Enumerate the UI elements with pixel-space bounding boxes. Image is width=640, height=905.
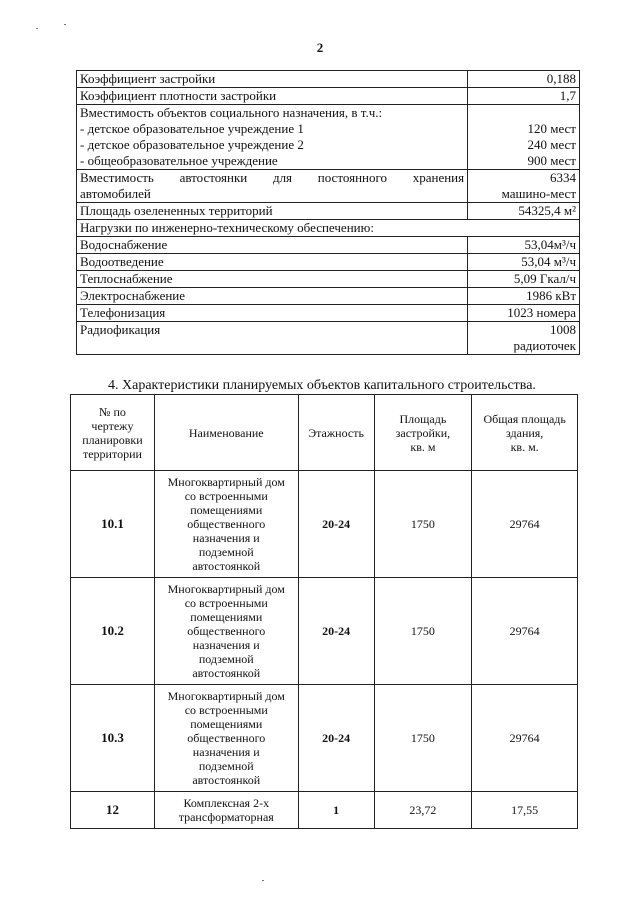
social-capacity-cell <box>77 105 468 170</box>
object-storeys: 20-24 <box>298 578 374 685</box>
header-total-area: Общая площадь здания, кв. м. <box>472 395 578 471</box>
table-row <box>77 254 580 271</box>
object-number: 10.3 <box>71 685 155 792</box>
parking-label-line: автомобилей <box>80 186 151 201</box>
object-footprint: 1750 <box>374 578 472 685</box>
utility-value: 53,04м³/ч <box>468 237 580 254</box>
table-row <box>77 237 580 254</box>
radio-unit: радиоточек <box>513 338 576 353</box>
table-row <box>77 322 580 355</box>
page-number: 2 <box>316 40 324 55</box>
radio-label: Радиофикация <box>77 322 468 355</box>
utility-label: Телефонизация <box>77 305 468 322</box>
utilities-header: Нагрузки по инженерно-техническому обеспечению: <box>77 220 580 237</box>
table-row <box>71 471 578 578</box>
scan-speck <box>262 880 264 881</box>
table-row <box>71 792 578 829</box>
object-storeys: 20-24 <box>298 471 374 578</box>
radio-value-cell <box>468 322 580 355</box>
object-name: Многоквартирный дом со встроенными помещениями общественного назначения и подземной автостоянкой <box>154 471 298 578</box>
object-number: 10.1 <box>71 471 155 578</box>
utility-label: Теплоснабжение <box>77 271 468 288</box>
scan-speck <box>36 28 38 29</box>
header-name: Наименование <box>154 395 298 471</box>
social-item-value: 900 мест <box>527 153 576 168</box>
density-ratio-label: Коэффициент плотности застройки <box>77 88 468 105</box>
object-footprint: 1750 <box>374 685 472 792</box>
social-item-label: - общеобразовательное учреждение <box>80 153 278 168</box>
parking-unit: машино-мест <box>501 186 576 201</box>
coverage-ratio-label: Коэффициент застройки <box>77 71 468 88</box>
utility-value: 1023 номера <box>468 305 580 322</box>
object-number: 12 <box>71 792 155 829</box>
social-capacity-values <box>468 105 580 170</box>
table-row <box>77 71 580 88</box>
utility-label: Водоотведение <box>77 254 468 271</box>
utility-value: 1986 кВт <box>468 288 580 305</box>
parking-label-line: Вместимость автостоянки для постоянного хранения <box>80 170 465 185</box>
table-row <box>77 203 580 220</box>
social-item-label: - детское образовательное учреждение 2 <box>80 137 304 152</box>
social-capacity-label: Вместимость объектов социального назначения, в т.ч.: <box>80 105 383 120</box>
parking-label-cell <box>77 170 468 203</box>
object-footprint: 23,72 <box>374 792 472 829</box>
object-number: 10.2 <box>71 578 155 685</box>
table-row <box>77 288 580 305</box>
density-ratio-value: 1,7 <box>468 88 580 105</box>
section-heading: 4. Характеристики планируемых объектов капитального строительства. <box>108 378 536 393</box>
utility-label: Электроснабжение <box>77 288 468 305</box>
parking-value-cell <box>468 170 580 203</box>
table-row <box>77 88 580 105</box>
green-area-label: Площадь озелененных территорий <box>77 203 468 220</box>
object-name: Многоквартирный дом со встроенными помещениями общественного назначения и подземной автостоянкой <box>154 578 298 685</box>
table-row <box>77 271 580 288</box>
object-name: Многоквартирный дом со встроенными помещениями общественного назначения и подземной автостоянкой <box>154 685 298 792</box>
objects-table <box>70 394 578 829</box>
object-total-area: 29764 <box>472 471 578 578</box>
object-footprint: 1750 <box>374 471 472 578</box>
header-number: № по чертежу планировки территории <box>71 395 155 471</box>
header-footprint: Площадь застройки, кв. м <box>374 395 472 471</box>
object-total-area: 29764 <box>472 578 578 685</box>
scan-speck <box>64 24 66 25</box>
header-storeys: Этажность <box>298 395 374 471</box>
table-row <box>77 305 580 322</box>
object-total-area: 29764 <box>472 685 578 792</box>
parking-value: 6334 <box>550 170 576 185</box>
header-row <box>71 395 578 471</box>
table-row <box>77 170 580 203</box>
social-item-value: 240 мест <box>527 137 576 152</box>
table-row <box>77 105 580 170</box>
coverage-ratio-value: 0,188 <box>468 71 580 88</box>
table-row <box>77 220 580 237</box>
social-item-value: 120 мест <box>527 121 576 136</box>
object-total-area: 17,55 <box>472 792 578 829</box>
social-item-label: - детское образовательное учреждение 1 <box>80 121 304 136</box>
table-row <box>71 578 578 685</box>
radio-value: 1008 <box>550 322 576 337</box>
summary-table <box>76 70 580 355</box>
object-storeys: 1 <box>298 792 374 829</box>
object-storeys: 20-24 <box>298 685 374 792</box>
utility-value: 5,09 Гкал/ч <box>468 271 580 288</box>
table-row <box>71 685 578 792</box>
object-name: Комплексная 2-х трансформаторная <box>154 792 298 829</box>
utility-label: Водоснабжение <box>77 237 468 254</box>
utility-value: 53,04 м³/ч <box>468 254 580 271</box>
green-area-value: 54325,4 м² <box>468 203 580 220</box>
